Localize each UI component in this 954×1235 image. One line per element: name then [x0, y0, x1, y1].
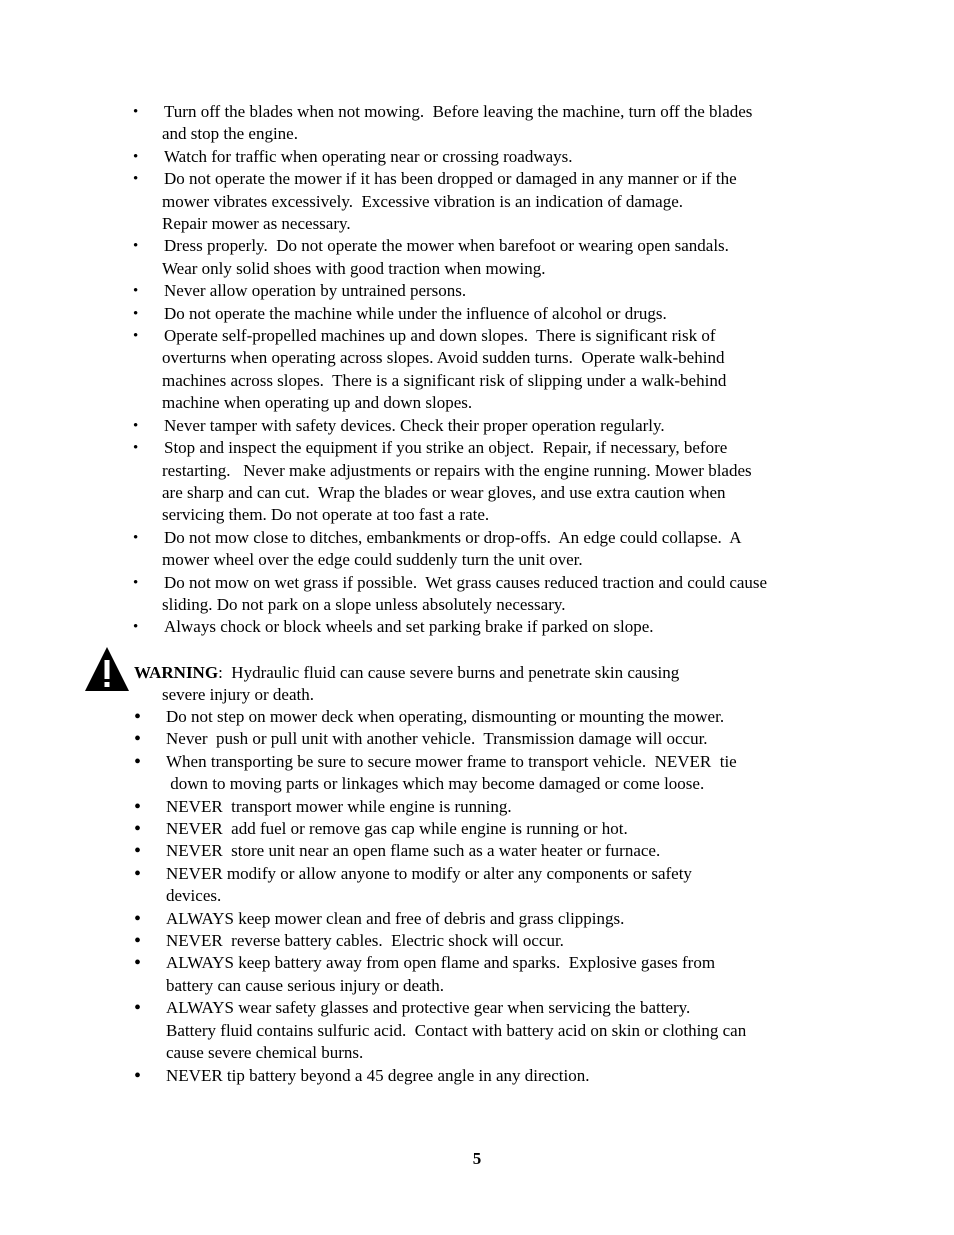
hydraulic-safety-item — [134, 997, 866, 1064]
warning-text — [134, 662, 679, 707]
list-item-text: NEVER store unit near an open flame such as a water heater or furnace. — [166, 841, 661, 861]
bullet-marker: • — [134, 728, 142, 751]
hydraulic-safety-list — [134, 706, 866, 1087]
list-item-text: Do not operate the mower if it has been dropped or damaged in any manner or if the mower vibrates excessively. Excessive vibration is an indication of damage. Repair mower as necessary. — [162, 169, 737, 234]
general-safety-item — [133, 572, 862, 617]
general-safety-item — [133, 280, 862, 302]
list-item-text: Stop and inspect the equipment if you strike an object. Repair, if necessary, before restarting. Never make adjustments or repairs with the engine running. Mower blades are sharp and can cut. Wrap the blades or wear gloves, and use extra caution when servicing them. Do not operate at too fast a rate. — [162, 438, 752, 525]
bullet-marker: • — [134, 997, 142, 1020]
hydraulic-safety-item — [134, 840, 866, 863]
list-item-text: When transporting be sure to secure mower frame to transport vehicle. NEVER tie down to moving parts or linkages which may become damaged or come loose. — [166, 751, 737, 794]
bullet-marker: • — [133, 171, 139, 188]
hydraulic-safety-item — [134, 728, 866, 751]
list-item-text: Operate self-propelled machines up and down slopes. There is significant risk of overturns when operating across slopes. Avoid sudden turns. Operate walk-behind machines across slopes. There is a significant risk of slipping under a walk-behind machine when operating up and down slopes. — [162, 326, 727, 413]
list-item-text: NEVER transport mower while engine is running. — [166, 796, 512, 816]
list-item-text: ALWAYS keep battery away from open flame and sparks. Explosive gases from battery can cause serious injury or death. — [166, 953, 716, 995]
general-safety-item — [133, 527, 862, 572]
general-safety-item — [133, 146, 862, 168]
bullet-marker: • — [133, 440, 139, 457]
list-item-text: ALWAYS wear safety glasses and protective gear when servicing the battery. Battery fluid contains sulfuric acid. Contact with battery acid on skin or clothing can cause severe chemical burns. — [166, 998, 747, 1063]
bullet-marker: • — [134, 952, 142, 975]
general-safety-item — [133, 437, 862, 527]
list-item-text: Watch for traffic when operating near or crossing roadways. — [164, 146, 573, 166]
general-safety-item — [133, 415, 862, 437]
bullet-marker: • — [133, 328, 139, 345]
bullet-marker: • — [133, 305, 139, 322]
general-safety-item — [133, 235, 862, 280]
list-item-text: NEVER reverse battery cables. Electric shock will occur. — [166, 931, 564, 951]
list-item-text: ALWAYS keep mower clean and free of debris and grass clippings. — [166, 908, 625, 928]
list-item-text: Never push or pull unit with another vehicle. Transmission damage will occur. — [166, 729, 708, 749]
list-item-text: Do not mow on wet grass if possible. Wet grass causes reduced traction and could cause sliding. Do not park on a slope unless absolutely necessary. — [162, 572, 768, 614]
bullet-marker: • — [134, 840, 142, 863]
list-item-text: Do not step on mower deck when operating, dismounting or mounting the mower. — [166, 707, 725, 726]
hydraulic-safety-item — [134, 818, 866, 841]
bullet-marker: • — [134, 795, 142, 818]
bullet-marker: • — [133, 619, 139, 636]
warning-line-1: : Hydraulic fluid can cause severe burns and penetrate skin causing — [218, 663, 680, 682]
general-safety-item — [133, 168, 862, 235]
bullet-marker: • — [134, 1064, 142, 1087]
general-safety-item — [133, 303, 862, 325]
list-item-text: Do not operate the machine while under the influence of alcohol or drugs. — [164, 303, 667, 323]
bullet-marker: • — [133, 238, 139, 255]
bullet-marker: • — [134, 750, 142, 773]
bullet-marker: • — [133, 417, 139, 434]
list-item-text: NEVER modify or allow anyone to modify or alter any components or safety devices. — [166, 863, 692, 906]
list-item-text: NEVER tip battery beyond a 45 degree angle in any direction. — [166, 1065, 590, 1085]
hydraulic-safety-item — [134, 862, 866, 908]
warning-triangle-icon — [84, 646, 130, 692]
list-item-text: Do not mow close to ditches, embankments or drop-offs. An edge could collapse. A mower wheel over the edge could suddenly turn the unit over. — [162, 527, 742, 570]
list-item-text: Dress properly. Do not operate the mower when barefoot or wearing open sandals. Wear only solid shoes with good traction when mowing. — [162, 236, 729, 278]
general-safety-item — [133, 325, 862, 415]
hydraulic-safety-item — [134, 952, 866, 997]
hydraulic-safety-item — [134, 930, 866, 953]
bullet-marker: • — [133, 104, 139, 120]
bullet-marker: • — [134, 818, 142, 841]
list-item-text: Never tamper with safety devices. Check their proper operation regularly. — [164, 415, 665, 435]
warning-line-2: severe injury or death. — [162, 685, 314, 705]
bullet-marker: • — [134, 862, 142, 885]
hydraulic-safety-item — [134, 907, 866, 930]
bullet-marker: • — [133, 574, 139, 591]
page-number: 5 — [472, 1149, 482, 1168]
bullet-marker: • — [134, 907, 142, 930]
warning-label: WARNING — [134, 663, 219, 682]
bullet-marker: • — [133, 148, 139, 165]
general-safety-list — [133, 101, 862, 639]
list-item-text: Never allow operation by untrained persons. — [164, 281, 467, 301]
hydraulic-safety-item — [134, 706, 866, 728]
general-safety-item — [133, 101, 862, 146]
bullet-marker: • — [133, 529, 139, 546]
list-item-text: NEVER add fuel or remove gas cap while engine is running or hot. — [166, 819, 628, 839]
bullet-marker: • — [134, 930, 142, 953]
list-item-text: Turn off the blades when not mowing. Before leaving the machine, turn off the blades and stop the engine. — [162, 102, 753, 144]
bullet-marker: • — [134, 706, 142, 728]
list-item-text: Always chock or block wheels and set parking brake if parked on slope. — [164, 617, 654, 637]
general-safety-item — [133, 616, 862, 638]
hydraulic-safety-item — [134, 795, 866, 818]
hydraulic-safety-item — [134, 1064, 866, 1087]
bullet-marker: • — [133, 283, 139, 300]
hydraulic-safety-item — [134, 750, 866, 796]
